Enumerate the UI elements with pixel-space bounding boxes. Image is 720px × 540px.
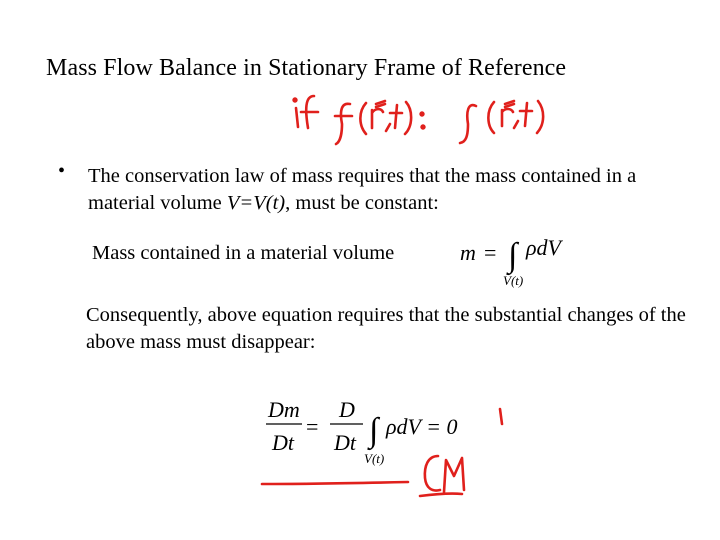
handwritten-note-top xyxy=(294,96,544,144)
slide-title: Mass Flow Balance in Stationary Frame of Reference xyxy=(46,55,567,81)
bullet-text-post: , must be constant: xyxy=(285,192,439,214)
conservation-integrand: ρdV = 0 xyxy=(386,414,458,439)
bullet-marker: • xyxy=(58,160,66,182)
mass-equation-limit: V(t) xyxy=(503,273,524,288)
conservation-frac2-denominator: Dt xyxy=(334,430,356,455)
conservation-frac2-numerator: D xyxy=(339,397,355,422)
conservation-integral: ∫ xyxy=(369,412,379,449)
mass-equation-equals: = xyxy=(484,240,497,265)
conservation-limit: V(t) xyxy=(364,451,385,466)
conservation-frac1-denominator: Dt xyxy=(272,430,294,455)
mass-equation-integral: ∫ xyxy=(508,237,518,274)
mass-equation-integrand: ρdV xyxy=(526,235,561,260)
mass-label: Mass contained in a material volume xyxy=(92,242,395,264)
consequence-paragraph: Consequently, above equation requires that the substantial changes of the above mass must disappear: xyxy=(86,304,686,353)
mass-equation xyxy=(460,235,564,288)
bullet-text-variable: V=V(t) xyxy=(226,192,286,214)
bullet-text-pre: The conservation law of mass requires that the mass contained in a material volume xyxy=(88,165,637,214)
conservation-equals: = xyxy=(306,414,319,439)
conservation-equation xyxy=(266,397,457,466)
conservation-frac1-numerator: Dm xyxy=(268,397,300,422)
mass-equation-lhs: m xyxy=(460,240,476,265)
